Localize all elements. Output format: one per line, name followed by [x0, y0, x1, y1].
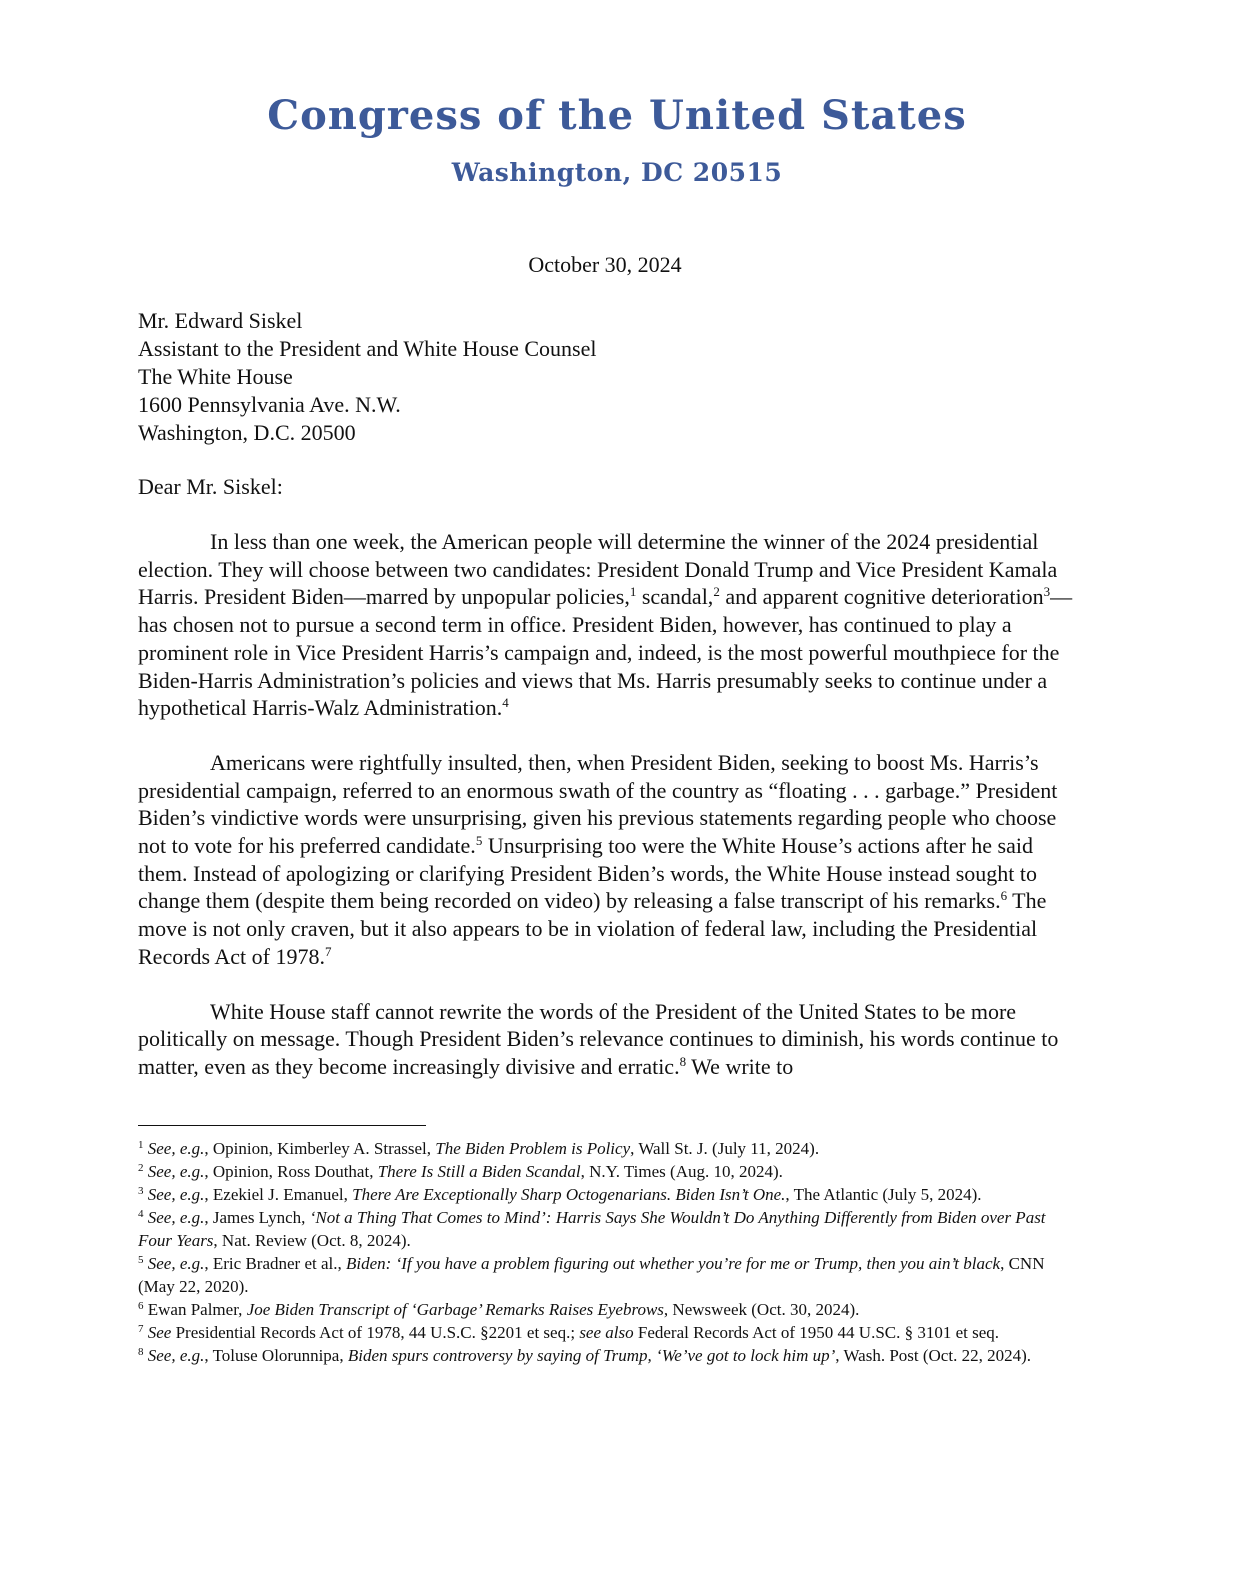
- footnote-text: , Ezekiel J. Emanuel,: [204, 1185, 353, 1204]
- footnote-ref: 1: [629, 584, 637, 600]
- paragraph-text: We write to: [686, 1053, 794, 1079]
- footnote-signal: See, e.g.: [147, 1346, 205, 1365]
- footnote-ref: 3: [1043, 584, 1051, 600]
- footnote-divider: [138, 1125, 426, 1126]
- footnote-text: , Eric Bradner et al.,: [204, 1254, 346, 1273]
- paragraph-text: —has chosen not to pursue a second term in office. President Biden, however, has continued to play a prominent role in Vice President Harris’s campaign and, indeed, is the most powerful mouthpiece for the Biden-Harris Administration’s policies and views that Ms. Harris presumably seeks to continue under a hypothetical Harris-Walz Administration.: [138, 584, 1073, 721]
- footnote-text: , Opinion, Ross Douthat,: [204, 1162, 378, 1181]
- footnote-text: Presidential Records Act of 1978, 44 U.S.C. §2201 et seq.;: [171, 1323, 580, 1342]
- footnote-ref: 2: [713, 584, 720, 600]
- footnote: [138, 1252, 1078, 1298]
- footnote-source: , Newsweek (Oct. 30, 2024).: [663, 1300, 860, 1319]
- paragraph-text: In less than one week, the American people will determine the winner of the 2024 presidential election. They will choose between two candidates: President Donald Trump and Vice President Kamala Harris. President Biden—marred by unpopular policies,: [138, 529, 1058, 610]
- footnote-title: Joe Biden Transcript of ‘Garbage’ Remarks Raises Eyebrows: [246, 1300, 664, 1319]
- footnote-number: 6: [138, 1300, 144, 1312]
- body-paragraph: [138, 749, 1078, 971]
- footnote-number: 2: [138, 1162, 144, 1174]
- paragraph-text: Americans were rightfully insulted, then, when President Biden, seeking to boost Ms. Harris’s presidential campaign, referred to an enormous swath of the country as “floating . . . garbage.” President Biden’s vindictive words were unsurprising, given his previous statements regarding people who choose not to vote for his preferred candidate.: [138, 749, 1058, 859]
- footnote-title: There Is Still a Biden Scandal: [377, 1162, 581, 1181]
- paragraph-text: The move is not only craven, but it also appears to be in violation of federal law, including the Presidential Records Act of 1978.: [138, 888, 1047, 969]
- footnote-text: Ewan Palmer,: [147, 1300, 247, 1319]
- footnote: [138, 1298, 1078, 1321]
- footnote-ref: 4: [502, 695, 509, 711]
- address-line: 1600 Pennsylvania Ave. N.W.: [138, 392, 401, 417]
- letterhead-title: Congress of the United States: [267, 92, 967, 139]
- footnote: [138, 1321, 1078, 1344]
- footnote-ref: 5: [475, 833, 483, 849]
- recipient-address: [138, 307, 597, 447]
- footnote-source: Federal Records Act of 1950 44 U.SC. § 3101 et seq.: [633, 1323, 1000, 1342]
- footnote-number: 8: [138, 1346, 144, 1358]
- footnote-signal: See: [147, 1323, 172, 1342]
- footnote-title: ‘Not a Thing That Comes to Mind’: Harris Says She Wouldn’t Do Anything Differently from Biden over Past Four Years: [138, 1208, 1046, 1250]
- footnote: [138, 1137, 1078, 1160]
- footnote-text: , Opinion, Kimberley A. Strassel,: [204, 1139, 436, 1158]
- letter-date: October 30, 2024: [528, 252, 682, 277]
- footnote-signal: See, e.g.: [147, 1254, 205, 1273]
- body-paragraph: [138, 998, 1078, 1081]
- footnote-number: 4: [138, 1208, 144, 1220]
- footnote-source: , Wall St. J. (July 11, 2024).: [630, 1139, 820, 1158]
- address-line: The White House: [138, 364, 293, 389]
- footnote-signal: See, e.g.: [147, 1208, 205, 1227]
- footnote-title: Biden: ‘If you have a problem figuring out whether you’re for me or Trump, then you ain’t black: [346, 1254, 1001, 1273]
- footnote-signal: See, e.g.: [147, 1162, 205, 1181]
- footnote-number: 1: [138, 1139, 144, 1151]
- paragraph-text: Unsurprising too were the White House’s actions after he said them. Instead of apologizing or clarifying President Biden’s words, the White House instead sought to change them (despite them being recorded on video) by releasing a false transcript of his remarks.: [138, 833, 1037, 914]
- footnote: [138, 1344, 1078, 1367]
- address-line: Washington, D.C. 20500: [138, 420, 356, 445]
- paragraph-text: scandal,: [636, 584, 714, 610]
- footnote-number: 3: [138, 1185, 144, 1197]
- footnote-number: 7: [138, 1323, 144, 1335]
- footnote-text: , James Lynch,: [204, 1208, 310, 1227]
- address-line: Mr. Edward Siskel: [138, 308, 303, 333]
- body-paragraph: [138, 528, 1078, 722]
- footnote-signal: see also: [579, 1323, 634, 1342]
- footnote-source: , CNN (May 22, 2020).: [138, 1254, 1045, 1296]
- salutation: Dear Mr. Siskel:: [138, 474, 283, 499]
- footnotes: [138, 1137, 1078, 1367]
- address-line: Assistant to the President and White House Counsel: [138, 336, 597, 361]
- footnote-source: , Nat. Review (Oct. 8, 2024).: [213, 1231, 411, 1250]
- footnote-source: , The Atlantic (July 5, 2024).: [785, 1185, 982, 1204]
- footnote-source: , N.Y. Times (Aug. 10, 2024).: [580, 1162, 783, 1181]
- footnote-ref: 6: [1000, 888, 1008, 904]
- footnote: [138, 1183, 1078, 1206]
- footnote-title: There Are Exceptionally Sharp Octogenarians. Biden Isn’t One.: [352, 1185, 786, 1204]
- footnote-title: Biden spurs controversy by saying of Trump, ‘We’ve got to lock him up’: [347, 1346, 836, 1365]
- paragraph-text: White House staff cannot rewrite the words of the President of the United States to be more politically on message. Though President Biden’s relevance continues to diminish, his words continue to matter, even as they become increasingly divisive and erratic.: [138, 998, 1059, 1079]
- footnote-ref: 7: [324, 943, 332, 959]
- letterhead-subtitle: Washington, DC 20515: [451, 158, 783, 187]
- footnote-source: , Wash. Post (Oct. 22, 2024).: [835, 1346, 1031, 1365]
- footnote-title: The Biden Problem is Policy: [435, 1139, 631, 1158]
- footnote: [138, 1160, 1078, 1183]
- letter-body: [138, 528, 1078, 1108]
- footnote-text: , Toluse Olorunnipa,: [204, 1346, 348, 1365]
- footnote-signal: See, e.g.: [147, 1139, 205, 1158]
- footnote-ref: 8: [679, 1053, 687, 1069]
- footnote-signal: See, e.g.: [147, 1185, 205, 1204]
- footnote: [138, 1206, 1078, 1252]
- footnote-number: 5: [138, 1254, 144, 1266]
- paragraph-text: and apparent cognitive deterioration: [719, 584, 1044, 610]
